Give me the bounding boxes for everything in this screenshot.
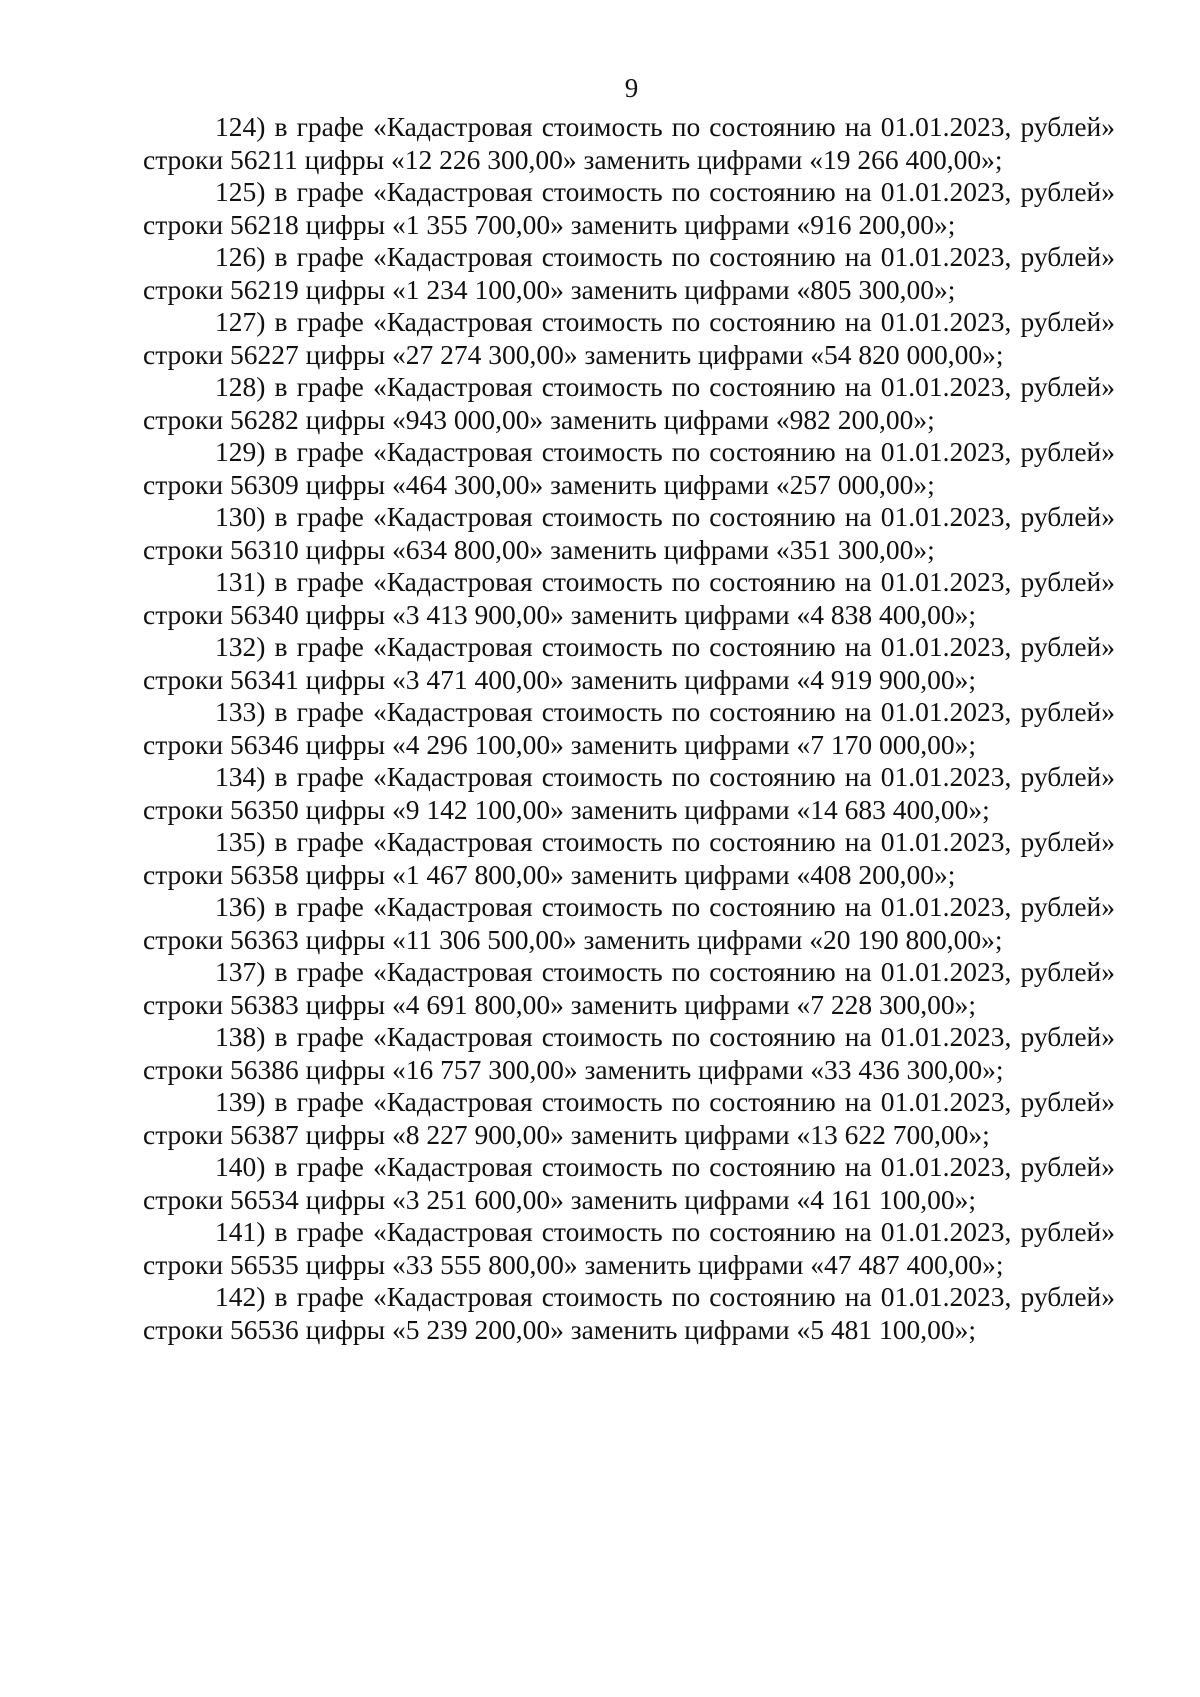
list-item: 137) в графе «Кадастровая стоимость по состоянию на 01.01.2023, рублей» строки 56383 цифры «4 691 800,00» заменить цифрами «7 228 300,00»;	[143, 956, 1115, 1020]
list-item: 128) в графе «Кадастровая стоимость по состоянию на 01.01.2023, рублей» строки 56282 цифры «943 000,00» заменить цифрами «982 200,00»;	[143, 371, 1115, 435]
list-item: 135) в графе «Кадастровая стоимость по состоянию на 01.01.2023, рублей» строки 56358 цифры «1 467 800,00» заменить цифрами «408 200,00»;	[143, 826, 1115, 890]
list-item: 138) в графе «Кадастровая стоимость по состоянию на 01.01.2023, рублей» строки 56386 цифры «16 757 300,00» заменить цифрами «33 436 300,00»;	[143, 1021, 1115, 1085]
list-item: 125) в графе «Кадастровая стоимость по состоянию на 01.01.2023, рублей» строки 56218 цифры «1 355 700,00» заменить цифрами «916 200,00»;	[143, 176, 1115, 240]
list-item: 127) в графе «Кадастровая стоимость по состоянию на 01.01.2023, рублей» строки 56227 цифры «27 274 300,00» заменить цифрами «54 820 000,00»;	[143, 306, 1115, 370]
page-number: 9	[624, 73, 639, 103]
list-item: 136) в графе «Кадастровая стоимость по состоянию на 01.01.2023, рублей» строки 56363 цифры «11 306 500,00» заменить цифрами «20 190 800,00»;	[143, 891, 1115, 955]
list-item: 133) в графе «Кадастровая стоимость по состоянию на 01.01.2023, рублей» строки 56346 цифры «4 296 100,00» заменить цифрами «7 170 000,00»;	[143, 696, 1115, 760]
list-item: 139) в графе «Кадастровая стоимость по состоянию на 01.01.2023, рублей» строки 56387 цифры «8 227 900,00» заменить цифрами «13 622 700,00»;	[143, 1086, 1115, 1150]
list-item: 126) в графе «Кадастровая стоимость по состоянию на 01.01.2023, рублей» строки 56219 цифры «1 234 100,00» заменить цифрами «805 300,00»;	[143, 241, 1115, 305]
list-item: 129) в графе «Кадастровая стоимость по состоянию на 01.01.2023, рублей» строки 56309 цифры «464 300,00» заменить цифрами «257 000,00»;	[143, 436, 1115, 500]
list-item: 134) в графе «Кадастровая стоимость по состоянию на 01.01.2023, рублей» строки 56350 цифры «9 142 100,00» заменить цифрами «14 683 400,00»;	[143, 761, 1115, 825]
list-item: 124) в графе «Кадастровая стоимость по состоянию на 01.01.2023, рублей» строки 56211 цифры «12 226 300,00» заменить цифрами «19 266 400,00»;	[143, 111, 1115, 175]
document-body	[143, 111, 1115, 1346]
list-item: 140) в графе «Кадастровая стоимость по состоянию на 01.01.2023, рублей» строки 56534 цифры «3 251 600,00» заменить цифрами «4 161 100,00»;	[143, 1151, 1115, 1215]
list-item: 142) в графе «Кадастровая стоимость по состоянию на 01.01.2023, рублей» строки 56536 цифры «5 239 200,00» заменить цифрами «5 481 100,00»;	[143, 1281, 1115, 1345]
list-item: 130) в графе «Кадастровая стоимость по состоянию на 01.01.2023, рублей» строки 56310 цифры «634 800,00» заменить цифрами «351 300,00»;	[143, 501, 1115, 565]
list-item: 132) в графе «Кадастровая стоимость по состоянию на 01.01.2023, рублей» строки 56341 цифры «3 471 400,00» заменить цифрами «4 919 900,00»;	[143, 631, 1115, 695]
list-item: 131) в графе «Кадастровая стоимость по состоянию на 01.01.2023, рублей» строки 56340 цифры «3 413 900,00» заменить цифрами «4 838 400,00»;	[143, 566, 1115, 630]
list-item: 141) в графе «Кадастровая стоимость по состоянию на 01.01.2023, рублей» строки 56535 цифры «33 555 800,00» заменить цифрами «47 487 400,00»;	[143, 1216, 1115, 1280]
